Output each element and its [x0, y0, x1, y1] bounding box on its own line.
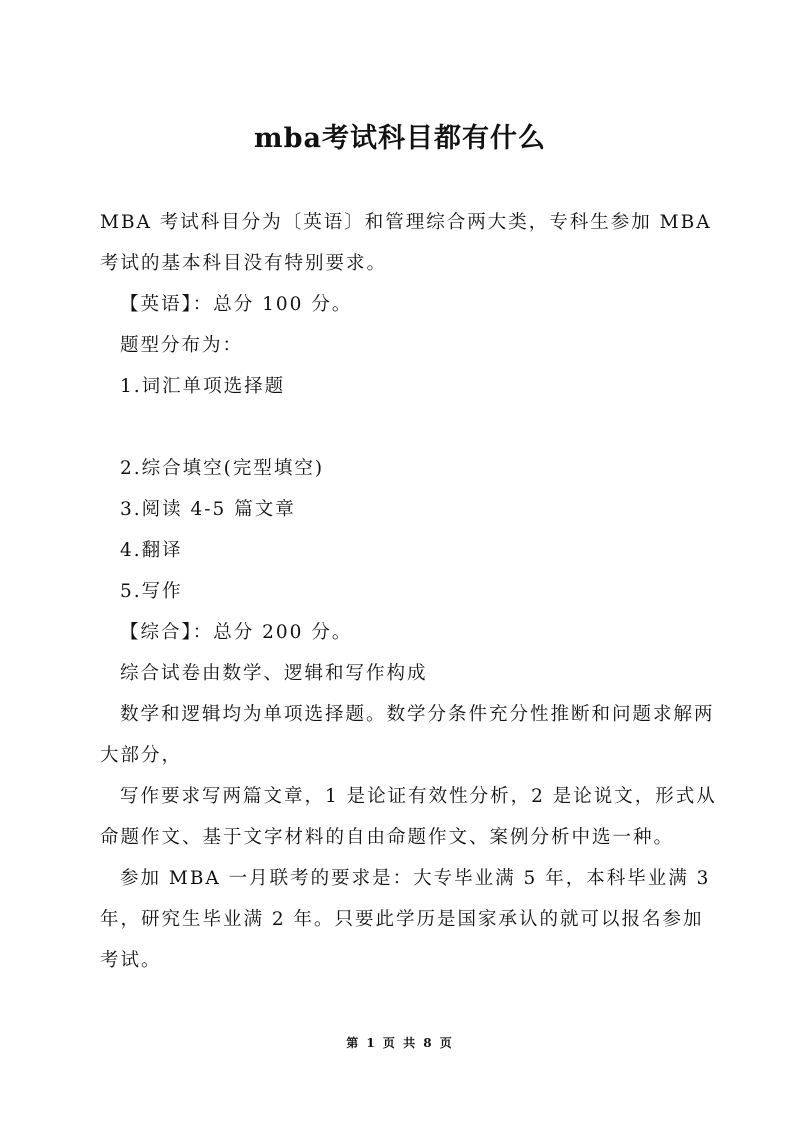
page-footer: 第 1 页 共 8 页: [346, 1036, 454, 1050]
paragraph-comprehensive-composition: 综合试卷由数学、逻辑和写作构成: [120, 663, 428, 684]
list-item-vocabulary: 1.词汇单项选择题: [120, 376, 286, 397]
blank-line: [100, 407, 720, 448]
document-title: mba考试科目都有什么: [254, 123, 546, 154]
paragraph-intro: MBA 考试科目分为〔英语〕和管理综合两大类，专科生参加 MBA 考试的基本科目没有特别要求。: [100, 212, 712, 274]
document-body: [100, 202, 720, 981]
paragraph-math-logic: 数学和逻辑均为单项选择题。数学分条件充分性推断和问题求解两大部分，: [100, 704, 715, 766]
paragraph-question-types: 题型分布为：: [120, 335, 244, 356]
list-item-cloze: 2.综合填空(完型填空): [120, 458, 325, 479]
paragraph-english-score: 【英语】：总分 100 分。: [120, 294, 353, 315]
paragraph-comprehensive-score: 【综合】：总分 200 分。: [120, 622, 353, 643]
list-item-writing: 5.写作: [120, 581, 183, 602]
paragraph-writing-requirements: 写作要求写两篇文章，1 是论证有效性分析，2 是论说文，形式从命题作文、基于文字材料的自由命题作文、案例分析中选一种。: [100, 786, 717, 848]
list-item-translation: 4.翻译: [120, 540, 183, 561]
paragraph-eligibility: 参加 MBA 一月联考的要求是：大专毕业满 5 年，本科毕业满 3 年，研究生毕业满 2 年。只要此学历是国家承认的就可以报名参加考试。: [100, 868, 711, 971]
list-item-reading: 3.阅读 4-5 篇文章: [120, 499, 296, 520]
